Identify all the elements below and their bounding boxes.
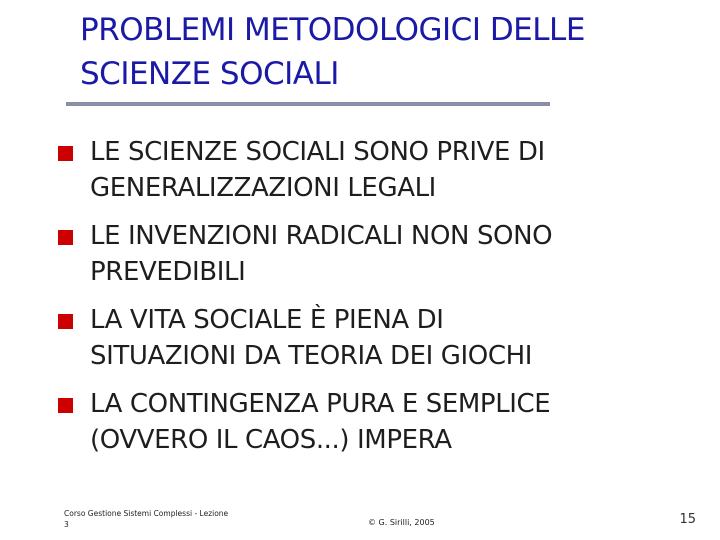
bullet-text [90, 218, 708, 290]
bullet-line: GENERALIZZAZIONI LEGALI [90, 173, 436, 203]
bullet-line: LA CONTINGENZA PURA E SEMPLICE [90, 389, 551, 419]
title-line-2: SCIENZE SOCIALI [80, 56, 339, 92]
footer-course-line-2: 3 [64, 520, 69, 529]
bullet-item-2 [58, 218, 708, 290]
square-bullet-icon [58, 146, 73, 161]
bullet-text [90, 134, 708, 206]
title-line-1: PROBLEMI METODOLOGICI DELLE [80, 12, 585, 48]
bullet-text [90, 386, 708, 458]
bullet-line: SITUAZIONI DA TEORIA DEI GIOCHI [90, 341, 533, 371]
bullet-list [58, 134, 708, 470]
title-underline-rule [66, 102, 550, 106]
square-bullet-icon [58, 230, 73, 245]
footer-copyright: © G. Sirilli, 2005 [368, 518, 435, 527]
page-number: 15 [679, 512, 696, 527]
bullet-line: LE INVENZIONI RADICALI NON SONO [90, 221, 553, 251]
footer-course-label [64, 508, 254, 530]
bullet-item-4 [58, 386, 708, 458]
bullet-text [90, 302, 708, 374]
bullet-line: LE SCIENZE SOCIALI SONO PRIVE DI [90, 137, 545, 167]
bullet-item-1 [58, 134, 708, 206]
bullet-line: PREVEDIBILI [90, 257, 246, 287]
footer-course-line-1: Corso Gestione Sistemi Complessi - Lezione [64, 509, 229, 518]
bullet-line: (OVVERO IL CAOS...) IMPERA [90, 425, 452, 455]
bullet-item-3 [58, 302, 708, 374]
bullet-line: LA VITA SOCIALE È PIENA DI [90, 305, 444, 335]
slide-title [80, 8, 700, 96]
square-bullet-icon [58, 398, 73, 413]
square-bullet-icon [58, 314, 73, 329]
